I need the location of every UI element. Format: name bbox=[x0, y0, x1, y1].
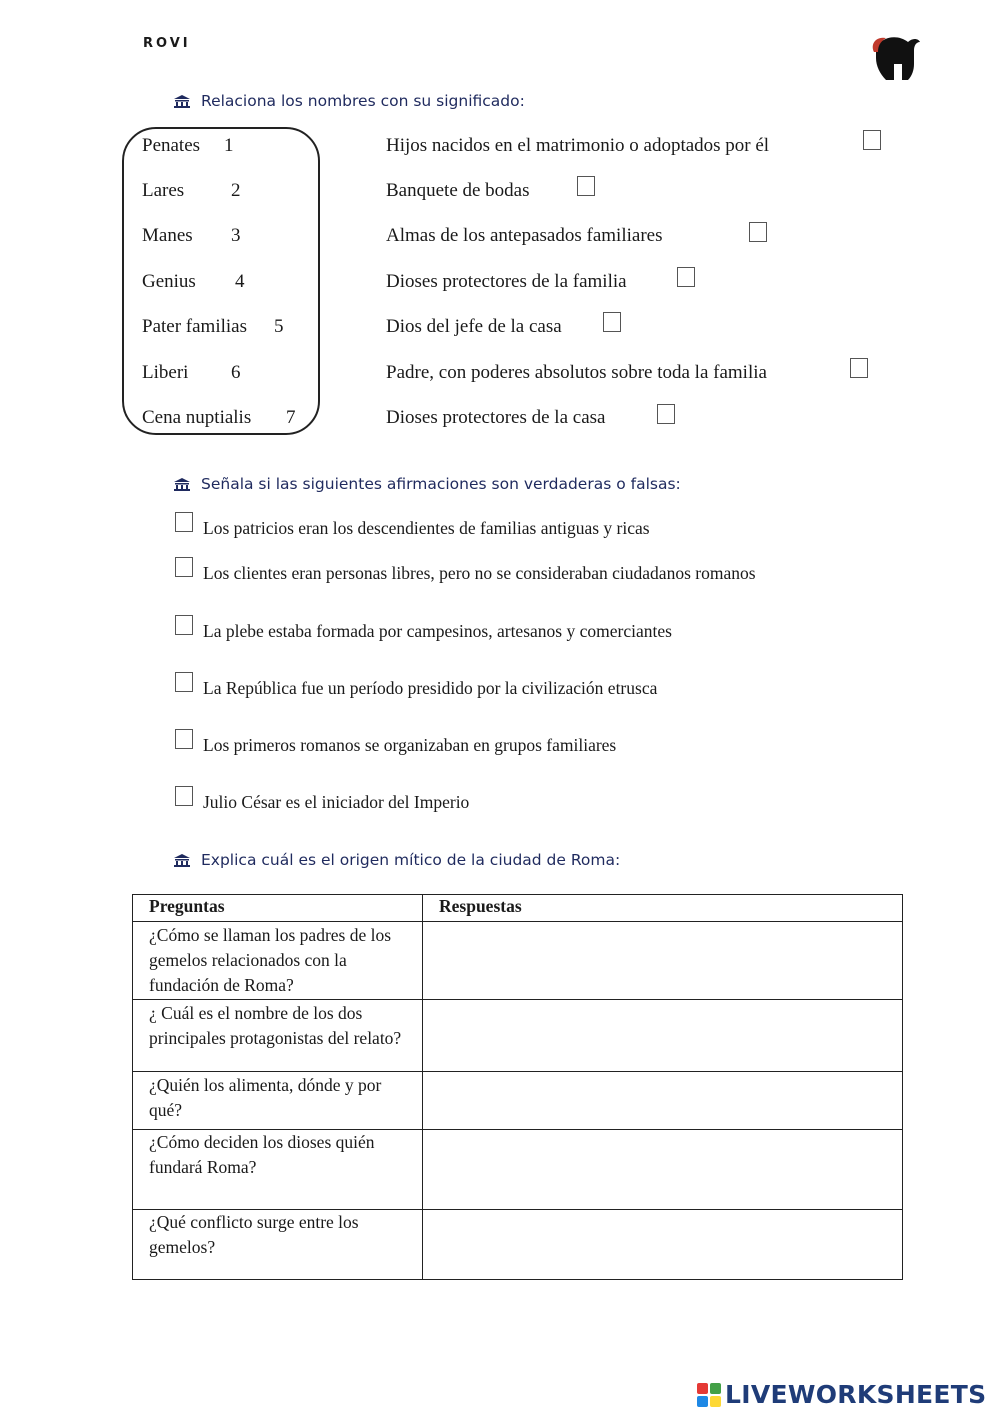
answer-cell[interactable] bbox=[423, 1072, 903, 1130]
term-lares: Lares 2 bbox=[142, 180, 241, 201]
definition-4: Dioses protectores de la familia bbox=[386, 271, 627, 292]
statement-3-checkbox[interactable] bbox=[175, 615, 193, 635]
statement-3: La plebe estaba formada por campesinos, artesanos y comerciantes bbox=[203, 621, 672, 641]
answer-cell[interactable] bbox=[423, 1210, 903, 1280]
answer-cell[interactable] bbox=[423, 922, 903, 1000]
statement-4: La República fue un período presidido por la civilización etrusca bbox=[203, 678, 658, 698]
question-cell: ¿Quién los alimenta, dónde y por qué? bbox=[133, 1072, 423, 1130]
statement-1-checkbox[interactable] bbox=[175, 512, 193, 532]
table-row bbox=[133, 1130, 903, 1210]
temple-icon bbox=[173, 853, 191, 867]
temple-icon bbox=[173, 477, 191, 491]
definition-7: Dioses protectores de la casa bbox=[386, 407, 606, 428]
term-cena-nuptialis: Cena nuptialis 7 bbox=[142, 407, 296, 428]
definition-1: Hijos nacidos en el matrimonio o adoptados por él bbox=[386, 135, 770, 156]
table-row bbox=[133, 922, 903, 1000]
statement-1: Los patricios eran los descendientes de familias antiguas y ricas bbox=[203, 518, 650, 538]
question-cell: ¿ Cuál es el nombre de los dos principales protagonistas del relato? bbox=[133, 1000, 423, 1072]
spartan-helmet-icon bbox=[868, 34, 922, 84]
definition-7-answer-box[interactable] bbox=[657, 404, 675, 424]
definition-5: Dios del jefe de la casa bbox=[386, 316, 562, 337]
answer-cell[interactable] bbox=[423, 1130, 903, 1210]
section2-heading bbox=[173, 475, 681, 493]
definition-2: Banquete de bodas bbox=[386, 180, 530, 201]
question-cell: ¿Qué conflicto surge entre los gemelos? bbox=[133, 1210, 423, 1280]
definition-6: Padre, con poderes absolutos sobre toda la familia bbox=[386, 362, 767, 383]
section3-heading bbox=[173, 851, 620, 869]
origin-questions-table bbox=[132, 894, 903, 1280]
liveworksheets-logo-text: LIVEWORKSHEETS bbox=[725, 1380, 987, 1409]
term-genius: Genius 4 bbox=[142, 271, 245, 292]
table-header-row bbox=[133, 895, 903, 922]
table-row bbox=[133, 1072, 903, 1130]
definition-3-answer-box[interactable] bbox=[749, 222, 767, 242]
question-cell: ¿Cómo se llaman los padres de los gemelos relacionados con la fundación de Roma? bbox=[133, 922, 423, 1000]
term-liberi: Liberi 6 bbox=[142, 362, 241, 383]
definition-4-answer-box[interactable] bbox=[677, 267, 695, 287]
section1-heading bbox=[173, 92, 525, 110]
definition-6-answer-box[interactable] bbox=[850, 358, 868, 378]
question-cell: ¿Cómo deciden los dioses quién fundará Roma? bbox=[133, 1130, 423, 1210]
logo-square bbox=[710, 1396, 721, 1407]
term-penates: Penates 1 bbox=[142, 135, 234, 156]
logo-square bbox=[710, 1383, 721, 1394]
table-row bbox=[133, 1000, 903, 1072]
definition-5-answer-box[interactable] bbox=[603, 312, 621, 332]
statement-2: Los clientes eran personas libres, pero no se consideraban ciudadanos romanos bbox=[203, 563, 756, 583]
section3-heading-text: Explica cuál es el origen mítico de la ciudad de Roma: bbox=[201, 851, 621, 869]
statement-5-checkbox[interactable] bbox=[175, 729, 193, 749]
answer-cell[interactable] bbox=[423, 1000, 903, 1072]
statement-5: Los primeros romanos se organizaban en grupos familiares bbox=[203, 735, 617, 755]
logo-square bbox=[697, 1396, 708, 1407]
brand-label: ROVI bbox=[143, 36, 191, 51]
header-respuestas: Respuestas bbox=[423, 895, 903, 922]
definition-2-answer-box[interactable] bbox=[577, 176, 595, 196]
statement-6-checkbox[interactable] bbox=[175, 786, 193, 806]
header-preguntas: Preguntas bbox=[133, 895, 423, 922]
definition-1-answer-box[interactable] bbox=[863, 130, 881, 150]
statement-6: Julio César es el iniciador del Imperio bbox=[203, 792, 470, 812]
statement-2-checkbox[interactable] bbox=[175, 557, 193, 577]
liveworksheets-logo bbox=[697, 1380, 986, 1409]
table-row bbox=[133, 1210, 903, 1280]
section2-heading-text: Señala si las siguientes afirmaciones son verdaderas o falsas: bbox=[201, 475, 681, 493]
logo-square bbox=[697, 1383, 708, 1394]
section1-heading-text: Relaciona los nombres con su significado: bbox=[201, 92, 525, 110]
definition-3: Almas de los antepasados familiares bbox=[386, 225, 663, 246]
liveworksheets-logo-icon bbox=[697, 1383, 721, 1407]
statement-4-checkbox[interactable] bbox=[175, 672, 193, 692]
term-pater-familias: Pater familias 5 bbox=[142, 316, 284, 337]
temple-icon bbox=[173, 94, 191, 108]
term-manes: Manes 3 bbox=[142, 225, 241, 246]
